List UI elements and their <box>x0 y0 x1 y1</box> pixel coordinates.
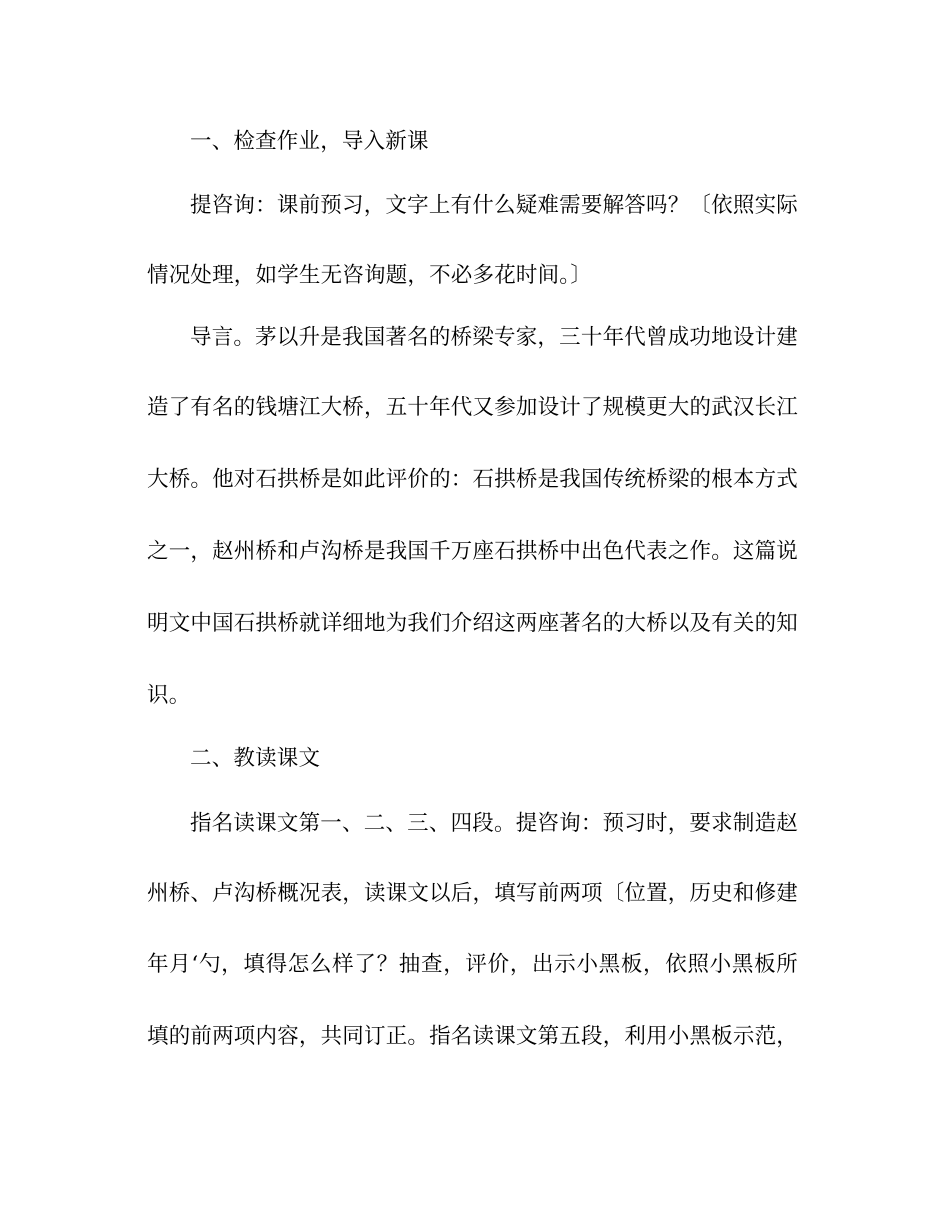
paragraph-line: 识。 <box>147 683 191 708</box>
section-heading-2: 二、教读课文 <box>190 746 321 771</box>
paragraph-line: 导言。茅以升是我国著名的桥梁专家，三十年代曾成功地设计建 <box>190 325 798 350</box>
paragraph-line: 情况处理，如学生无咨询题，不必多花时间。〕 <box>147 263 592 288</box>
paragraph-line: 造了有名的钱塘江大桥，五十年代又参加设计了规模更大的武汉长江 <box>147 395 799 420</box>
paragraph-line: 之一，赵州桥和卢沟桥是我国千万座石拱桥中出色代表之作。这篇说 <box>147 539 799 564</box>
paragraph-line: 州桥、卢沟桥概况表，读课文以后，填写前两项〔位置，历史和修建 <box>147 881 799 906</box>
section-heading-1: 一、检查作业，导入新课 <box>190 129 429 154</box>
paragraph-line: 填的前两项内容，共同订正。指名读课文第五段，利用小黑板示范， <box>147 1024 799 1049</box>
paragraph-line: 指名读课文第一、二、三、四段。提咨询：预习时，要求制造赵 <box>190 811 798 836</box>
paragraph-line: 明文中国石拱桥就详细地为我们介绍这两座著名的大桥以及有关的知 <box>147 611 799 636</box>
paragraph-line: 大桥。他对石拱桥是如此评价的：石拱桥是我国传统桥梁的根本方式 <box>147 467 799 492</box>
paragraph-line: 提咨询：课前预习，文字上有什么疑难需要解答吗？〔依照实际 <box>190 193 798 218</box>
paragraph-line: 年月‘勺，填得怎么样了？抽查，评价，出示小黑板，依照小黑板所 <box>147 952 798 977</box>
